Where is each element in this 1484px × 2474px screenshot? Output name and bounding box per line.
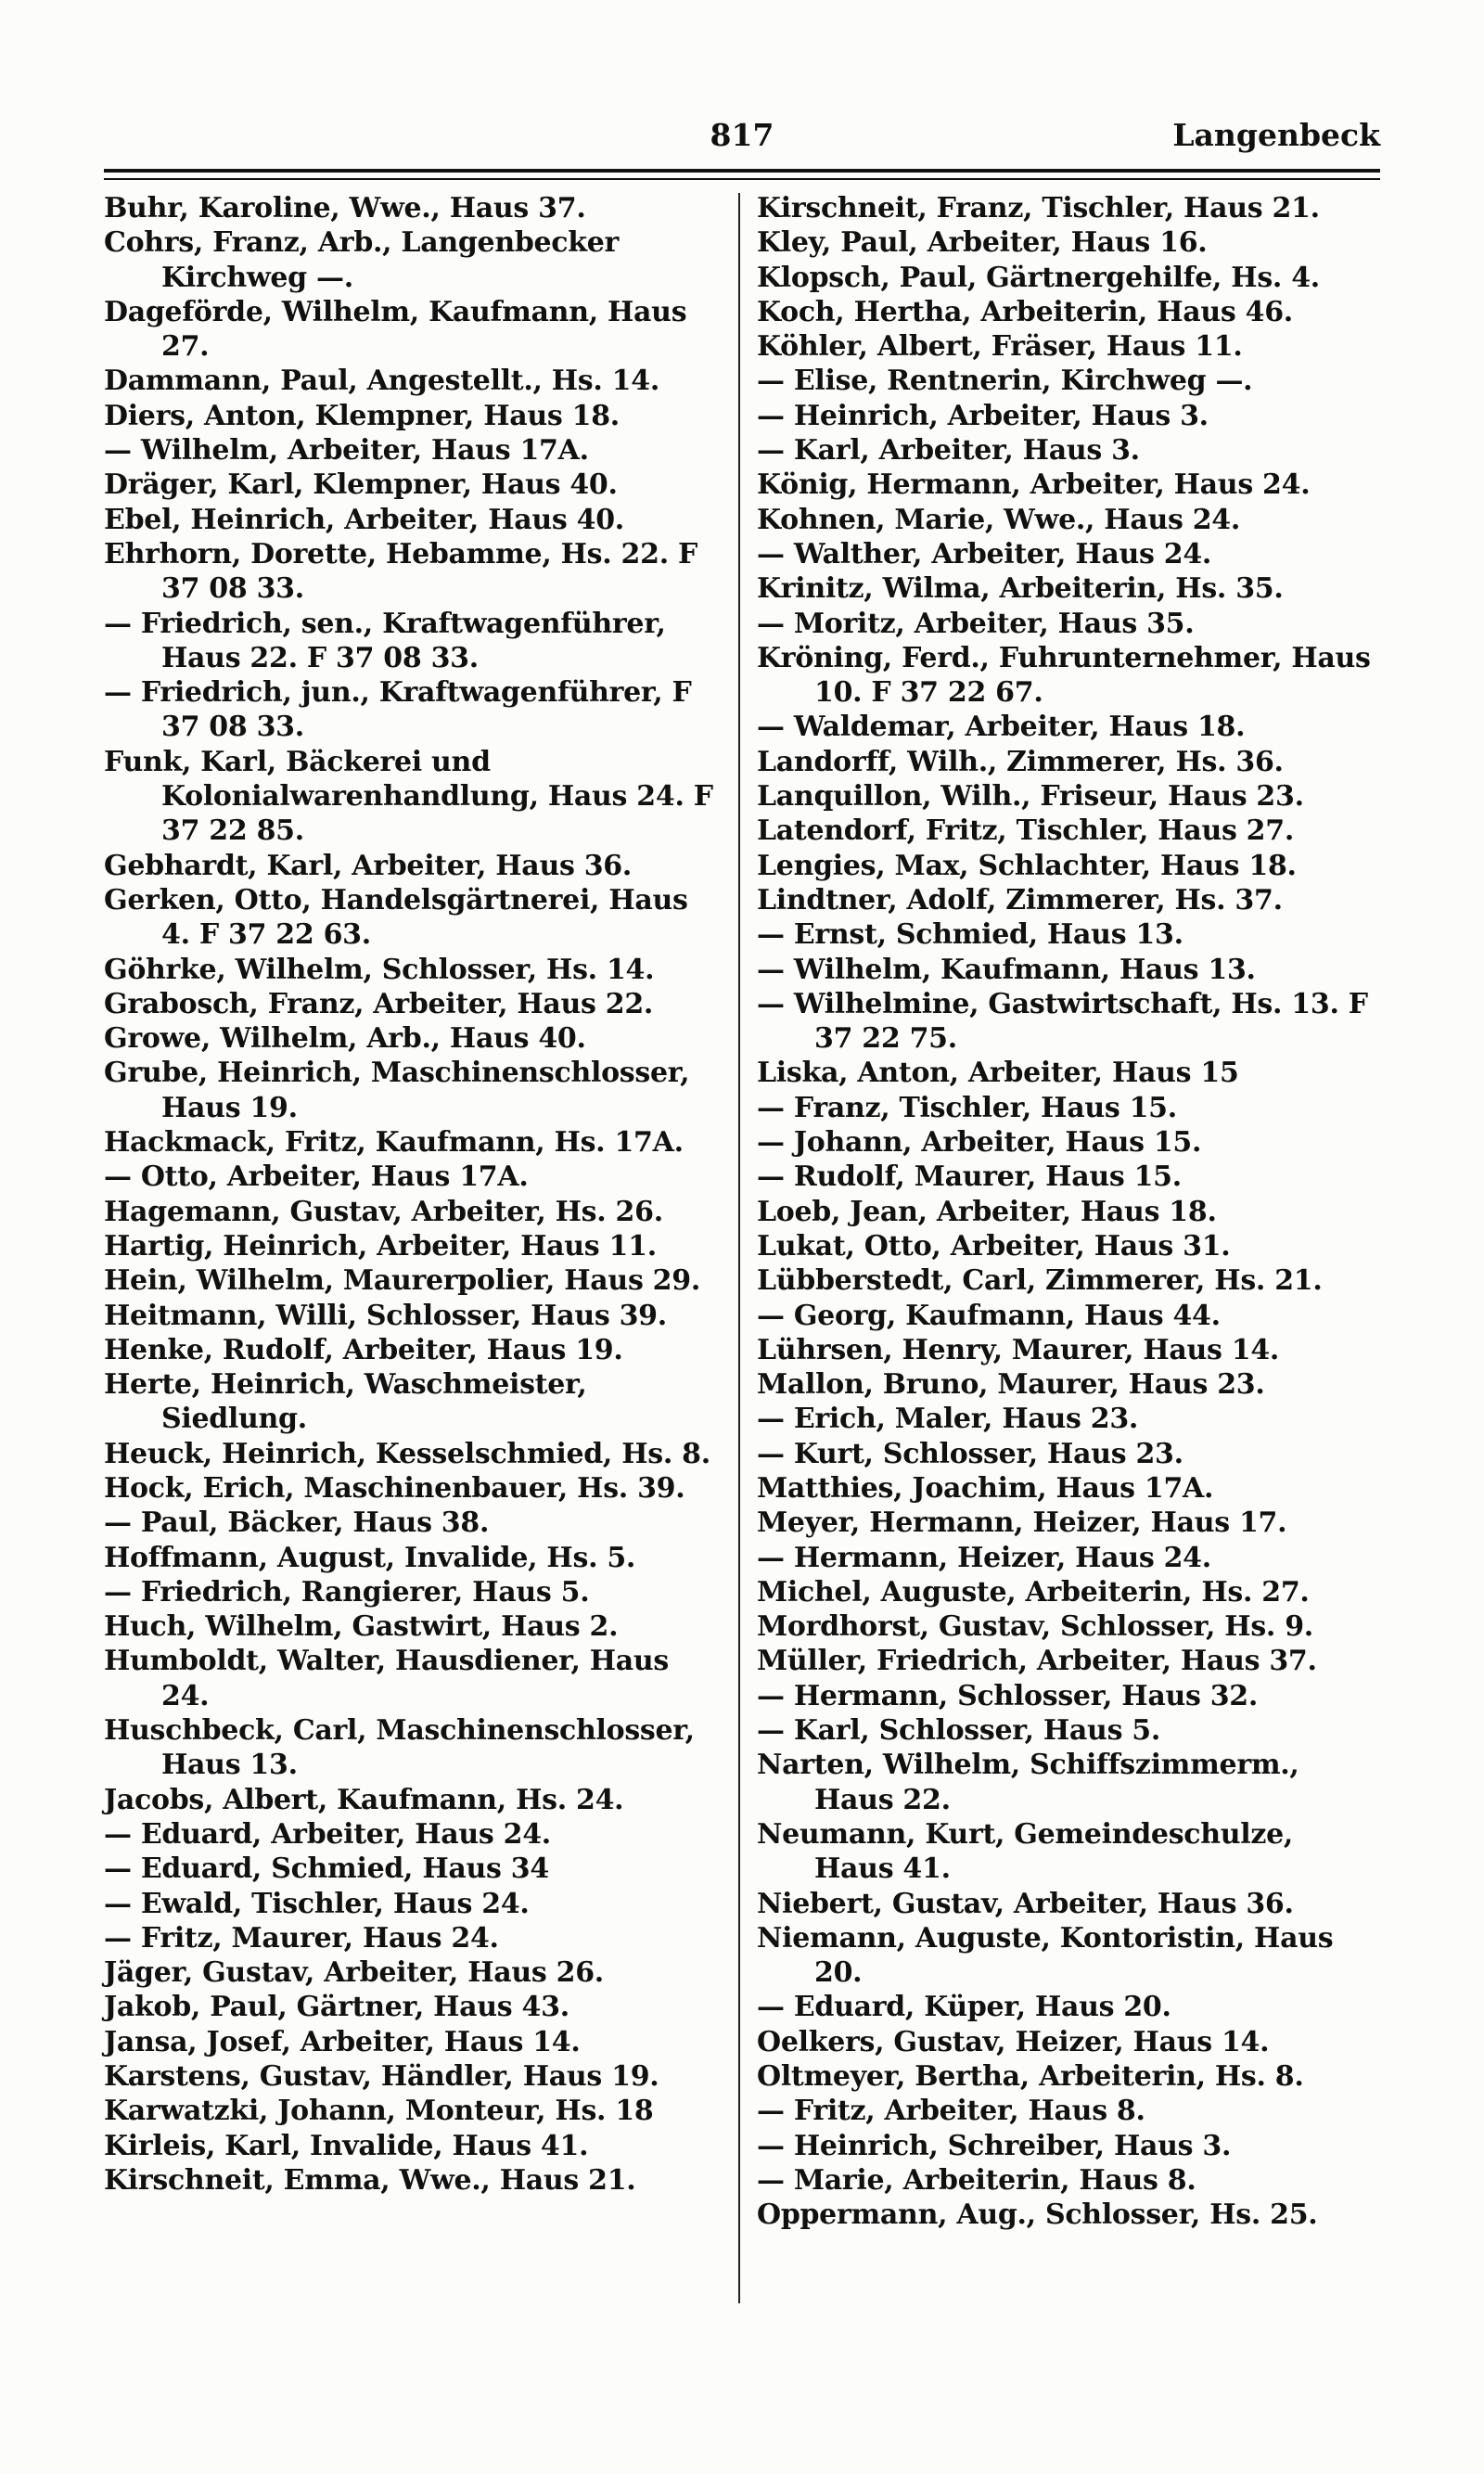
- directory-entry: — Eduard, Küper, Haus 20.: [757, 1991, 1171, 2024]
- directory-entry: Ebel, Heinrich, Arbeiter, Haus 40.: [104, 503, 624, 536]
- directory-entry: Loeb, Jean, Arbeiter, Haus 18.: [757, 1195, 1217, 1228]
- directory-entry: Göhrke, Wilhelm, Schlosser, Hs. 14.: [104, 953, 655, 986]
- directory-entry: Müller, Friedrich, Arbeiter, Haus 37.: [757, 1645, 1317, 1678]
- page-number: 817: [710, 117, 774, 153]
- directory-entry: — Hermann, Heizer, Haus 24.: [757, 1541, 1211, 1574]
- directory-entry: Kirleis, Karl, Invalide, Haus 41.: [104, 2129, 589, 2162]
- directory-entry: — Marie, Arbeiterin, Haus 8.: [757, 2163, 1196, 2197]
- directory-entry: — Friedrich, sen., Kraftwagenführer, Haus 22. F 37 08 33.: [104, 607, 666, 674]
- directory-entry: Jäger, Gustav, Arbeiter, Haus 26.: [104, 1956, 604, 1990]
- directory-entry: Jacobs, Albert, Kaufmann, Hs. 24.: [104, 1783, 624, 1816]
- directory-entry: — Fritz, Maurer, Haus 24.: [104, 1921, 499, 1955]
- directory-entry: — Walther, Arbeiter, Haus 24.: [757, 537, 1212, 570]
- directory-entry: Meyer, Hermann, Heizer, Haus 17.: [757, 1506, 1287, 1540]
- directory-entry: — Heinrich, Arbeiter, Haus 3.: [757, 399, 1209, 432]
- directory-entry: Narten, Wilhelm, Schiffszimmerm., Haus 22.: [757, 1749, 1299, 1816]
- directory-entry: — Moritz, Arbeiter, Haus 35.: [757, 607, 1195, 640]
- directory-entry: Köhler, Albert, Fräser, Haus 11.: [757, 330, 1243, 364]
- directory-entry: Hock, Erich, Maschinenbauer, Hs. 39.: [104, 1471, 685, 1505]
- directory-entry: — Elise, Rentnerin, Kirchweg —.: [757, 365, 1253, 398]
- directory-entry: König, Hermann, Arbeiter, Haus 24.: [757, 468, 1311, 502]
- directory-entry: — Fritz, Arbeiter, Haus 8.: [757, 2095, 1145, 2128]
- column-divider: [738, 193, 740, 2303]
- directory-entry: Lanquillon, Wilh., Friseur, Haus 23.: [757, 780, 1304, 814]
- directory-entry: Krinitz, Wilma, Arbeiterin, Hs. 35.: [757, 572, 1284, 606]
- directory-entry: Grabosch, Franz, Arbeiter, Haus 22.: [104, 987, 654, 1020]
- directory-entry: — Friedrich, Rangierer, Haus 5.: [104, 1575, 590, 1609]
- page-header: [104, 109, 1380, 156]
- directory-entry: Henke, Rudolf, Arbeiter, Haus 19.: [104, 1333, 623, 1366]
- directory-entry: — Waldemar, Arbeiter, Haus 18.: [757, 711, 1246, 744]
- directory-entry: Latendorf, Fritz, Tischler, Haus 27.: [757, 814, 1294, 848]
- directory-entry: Lengies, Max, Schlachter, Haus 18.: [757, 849, 1297, 882]
- directory-entry: Hackmack, Fritz, Kaufmann, Hs. 17A.: [104, 1126, 684, 1160]
- directory-entry: Kley, Paul, Arbeiter, Haus 16.: [757, 226, 1208, 260]
- directory-entry: Grube, Heinrich, Maschinenschlosser, Haus 19.: [104, 1057, 690, 1124]
- directory-entry: Buhr, Karoline, Wwe., Haus 37.: [104, 192, 586, 224]
- directory-entry: Hein, Wilhelm, Maurerpolier, Haus 29.: [104, 1264, 700, 1298]
- directory-entry: Matthies, Joachim, Haus 17A.: [757, 1471, 1214, 1505]
- directory-entry: Liska, Anton, Arbeiter, Haus 15: [757, 1057, 1239, 1090]
- directory-entry: Kirschneit, Emma, Wwe., Haus 21.: [104, 2163, 636, 2197]
- directory-entry: Heitmann, Willi, Schlosser, Haus 39.: [104, 1299, 667, 1332]
- directory-entry: Michel, Auguste, Arbeiterin, Hs. 27.: [757, 1575, 1310, 1609]
- right-column: [757, 191, 1378, 2233]
- directory-entry: Niemann, Auguste, Kontoristin, Haus 20.: [757, 1921, 1334, 1990]
- directory-entry: Oelkers, Gustav, Heizer, Haus 14.: [757, 2025, 1270, 2058]
- directory-entry: — Johann, Arbeiter, Haus 15.: [757, 1126, 1202, 1160]
- directory-entry: Landorff, Wilh., Zimmerer, Hs. 36.: [757, 745, 1284, 778]
- directory-entry: Humboldt, Walter, Hausdiener, Haus 24.: [104, 1645, 670, 1712]
- running-head: Langenbeck: [1172, 117, 1380, 153]
- left-column: [104, 191, 725, 2198]
- directory-entry: — Ernst, Schmied, Haus 13.: [757, 918, 1183, 952]
- directory-entry: — Franz, Tischler, Haus 15.: [757, 1091, 1177, 1124]
- directory-entry: — Wilhelm, Kaufmann, Haus 13.: [757, 953, 1256, 986]
- directory-entry: Koch, Hertha, Arbeiterin, Haus 46.: [757, 295, 1293, 328]
- directory-entry: — Kurt, Schlosser, Haus 23.: [757, 1437, 1183, 1470]
- directory-entry: — Otto, Arbeiter, Haus 17A.: [104, 1160, 529, 1194]
- directory-entry: Lührsen, Henry, Maurer, Haus 14.: [757, 1333, 1280, 1366]
- directory-entry: Gebhardt, Karl, Arbeiter, Haus 36.: [104, 849, 632, 882]
- directory-entry: Oppermann, Aug., Schlosser, Hs. 25.: [757, 2198, 1318, 2232]
- directory-entry: Dammann, Paul, Angestellt., Hs. 14.: [104, 365, 659, 398]
- directory-entry: Kröning, Ferd., Fuhrunternehmer, Haus 10. F 37 22 67.: [757, 641, 1371, 710]
- directory-entry: Diers, Anton, Klempner, Haus 18.: [104, 399, 620, 432]
- directory-entry: — Paul, Bäcker, Haus 38.: [104, 1506, 490, 1540]
- directory-entry: Jakob, Paul, Gärtner, Haus 43.: [104, 1991, 569, 2024]
- directory-entry: — Karl, Arbeiter, Haus 3.: [757, 434, 1140, 468]
- directory-entry: — Hermann, Schlosser, Haus 32.: [757, 1679, 1259, 1712]
- directory-entry: — Erich, Maler, Haus 23.: [757, 1403, 1139, 1436]
- directory-entry: Huschbeck, Carl, Maschinenschlosser, Haus 13.: [104, 1714, 695, 1782]
- directory-entry: Hagemann, Gustav, Arbeiter, Hs. 26.: [104, 1195, 663, 1228]
- directory-entry: — Eduard, Arbeiter, Haus 24.: [104, 1817, 551, 1851]
- directory-entry: Ehrhorn, Dorette, Hebamme, Hs. 22. F 37 08 33.: [104, 537, 697, 606]
- directory-entry: Mordhorst, Gustav, Schlosser, Hs. 9.: [757, 1610, 1313, 1644]
- directory-entry: — Heinrich, Schreiber, Haus 3.: [757, 2129, 1232, 2162]
- directory-entry: Huch, Wilhelm, Gastwirt, Haus 2.: [104, 1610, 619, 1644]
- directory-entry: Kirschneit, Franz, Tischler, Haus 21.: [757, 192, 1320, 224]
- directory-entry: — Friedrich, jun., Kraftwagenführer, F 37 08 33.: [104, 676, 692, 744]
- directory-entry: Dräger, Karl, Klempner, Haus 40.: [104, 468, 618, 502]
- directory-entry: — Rudolf, Maurer, Haus 15.: [757, 1160, 1182, 1194]
- directory-entry: — Wilhelm, Arbeiter, Haus 17A.: [104, 434, 589, 468]
- directory-entry: — Karl, Schlosser, Haus 5.: [757, 1714, 1161, 1748]
- directory-entry: Neumann, Kurt, Gemeindeschulze, Haus 41.: [757, 1817, 1294, 1886]
- directory-entry: Niebert, Gustav, Arbeiter, Haus 36.: [757, 1887, 1294, 1920]
- directory-entry: — Eduard, Schmied, Haus 34: [104, 1852, 549, 1886]
- directory-entry: Oltmeyer, Bertha, Arbeiterin, Hs. 8.: [757, 2060, 1304, 2094]
- header-rule-thin: [104, 178, 1380, 180]
- directory-entry: Hoffmann, August, Invalide, Hs. 5.: [104, 1541, 636, 1574]
- directory-entry: Mallon, Bruno, Maurer, Haus 23.: [757, 1368, 1265, 1402]
- directory-entry: Dageförde, Wilhelm, Kaufmann, Haus 27.: [104, 295, 687, 364]
- directory-entry: — Wilhelmine, Gastwirtschaft, Hs. 13. F 37 22 75.: [757, 987, 1368, 1056]
- directory-entry: — Ewald, Tischler, Haus 24.: [104, 1887, 530, 1920]
- directory-entry: Lukat, Otto, Arbeiter, Haus 31.: [757, 1229, 1231, 1263]
- directory-entry: — Georg, Kaufmann, Haus 44.: [757, 1299, 1221, 1332]
- directory-entry: Funk, Karl, Bäckerei und Kolonialwarenhandlung, Haus 24. F 37 22 85.: [104, 745, 713, 848]
- directory-entry: Lübberstedt, Carl, Zimmerer, Hs. 21.: [757, 1264, 1323, 1298]
- directory-entry: Growe, Wilhelm, Arb., Haus 40.: [104, 1022, 586, 1056]
- directory-entry: Jansa, Josef, Arbeiter, Haus 14.: [104, 2025, 581, 2058]
- header-rule-thick: [104, 169, 1380, 173]
- directory-entry: Hartig, Heinrich, Arbeiter, Haus 11.: [104, 1229, 657, 1263]
- directory-entry: Klopsch, Paul, Gärtnergehilfe, Hs. 4.: [757, 261, 1320, 294]
- directory-entry: Lindtner, Adolf, Zimmerer, Hs. 37.: [757, 883, 1283, 917]
- directory-entry: Karwatzki, Johann, Monteur, Hs. 18: [104, 2095, 654, 2128]
- directory-entry: Kohnen, Marie, Wwe., Haus 24.: [757, 503, 1241, 536]
- directory-entry: Herte, Heinrich, Waschmeister, Siedlung.: [104, 1368, 587, 1436]
- directory-entry: Cohrs, Franz, Arb., Langenbecker Kirchweg —.: [104, 226, 620, 294]
- directory-entry: Karstens, Gustav, Händler, Haus 19.: [104, 2060, 659, 2094]
- directory-entry: Gerken, Otto, Handelsgärtnerei, Haus 4. F 37 22 63.: [104, 883, 688, 952]
- directory-entry: Heuck, Heinrich, Kesselschmied, Hs. 8.: [104, 1437, 710, 1470]
